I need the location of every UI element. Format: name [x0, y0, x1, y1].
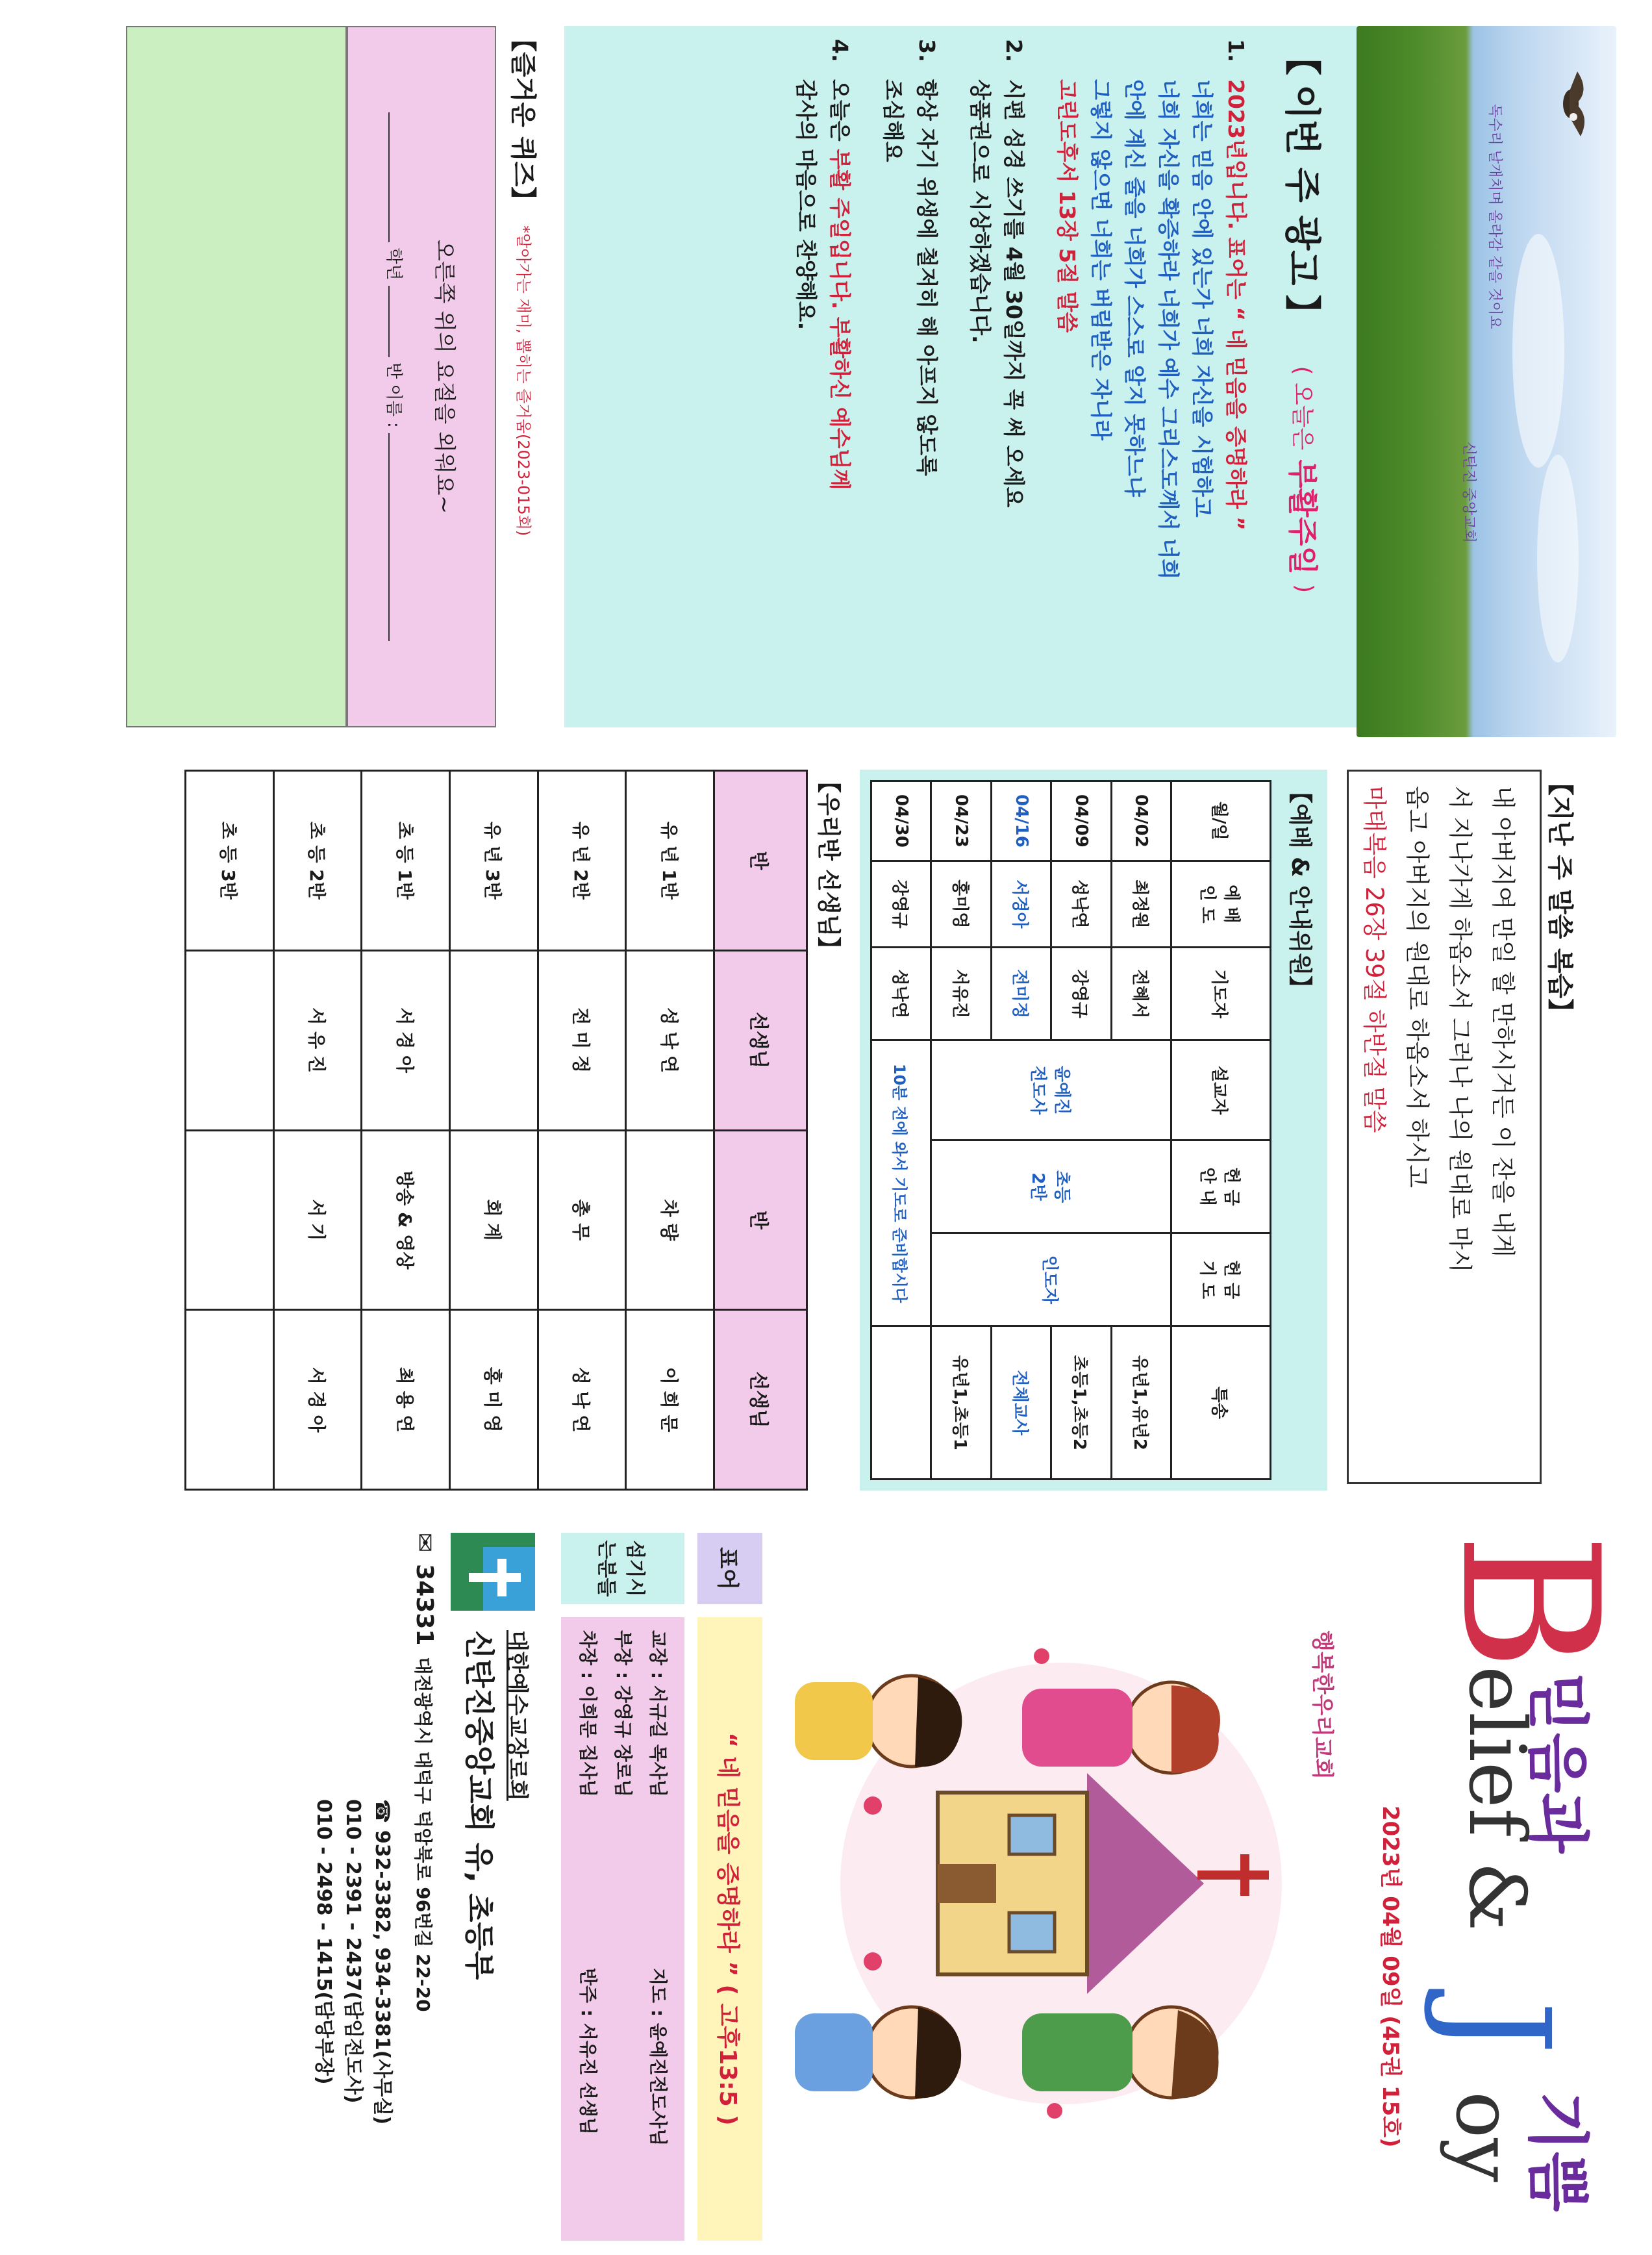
worship-cell: 전미정 — [991, 947, 1051, 1040]
worship-special-cell — [871, 1326, 931, 1480]
teachers-header-cell: 반 — [714, 1130, 807, 1310]
worship-cell: 04/02 — [1111, 781, 1171, 861]
ads-title: 이번 주 광고 — [1281, 84, 1323, 286]
ad-line — [997, 39, 1031, 727]
teachers-cell: 유 년 3반 — [450, 771, 538, 951]
worship-special-cell: 초등1,초등2 — [1051, 1326, 1111, 1480]
ad-line — [1151, 39, 1185, 727]
teachers-cell: 최 용 연 — [362, 1310, 450, 1490]
teachers-cell: 성 낙 연 — [626, 950, 714, 1130]
worship-cell: 전혜서 — [1111, 947, 1171, 1040]
title-kr-1: 믿음과 — [1521, 1672, 1594, 1854]
worship-header-cell: 헌 금 안 내 — [1171, 1140, 1271, 1233]
ad-text — [1151, 79, 1185, 579]
ad-line — [963, 39, 997, 727]
quiz-name-blank[interactable] — [388, 433, 390, 641]
worship-notice: 10분 전에 와서 기도로 준비합시다 — [871, 1040, 931, 1326]
ad-text-span: 시편 성경 쓰기를 4월 30일까지 꼭 써 오세요 — [1001, 79, 1027, 508]
staff-label: 섬기시는분들 — [561, 1533, 684, 1604]
teachers-title: 【우리반 선생님】 — [815, 770, 842, 961]
ads-panel — [0, 0, 1652, 740]
ad-text — [997, 79, 1031, 507]
teachers-header-cell: 반 — [714, 771, 807, 951]
ad-text — [1050, 79, 1084, 333]
worship-merged-cell: 인도자 — [931, 1233, 1171, 1326]
worship-cell: 성낙연 — [1051, 861, 1111, 947]
ads-box — [564, 26, 1357, 727]
ads-title-row — [1253, 39, 1357, 727]
teachers-cell: 총 무 — [538, 1130, 626, 1310]
teachers-cell: 서 경 아 — [273, 1310, 362, 1490]
ad-number: 2. — [1001, 39, 1027, 62]
teachers-cell: 성 낙 연 — [538, 1310, 626, 1490]
worship-special-cell: 유년1,유년2 — [1111, 1326, 1171, 1480]
worship-special-cell: 전체교사 — [991, 1326, 1051, 1480]
quiz-class-blank[interactable] — [388, 286, 390, 357]
quiz-grade-blank[interactable] — [388, 112, 390, 242]
teachers-cell: 방송 & 영상 — [362, 1130, 450, 1310]
teachers-cell: 초 등 1반 — [362, 771, 450, 951]
church-art-label: 행복한우리교회 — [1309, 1630, 1335, 1780]
motto-label: 표어 — [697, 1533, 762, 1604]
ad-number — [1050, 39, 1084, 73]
ad-number — [876, 39, 910, 73]
worship-cell: 서경아 — [991, 861, 1051, 947]
teachers-row — [626, 771, 714, 1490]
title-big-j: J — [1420, 2000, 1579, 2056]
teachers-header-cell: 선생님 — [714, 950, 807, 1130]
title-rest-1: elief & — [1451, 1666, 1542, 1932]
teachers-cell — [186, 950, 274, 1130]
review-line: 옵고 아버지의 원대로 하옵소서 하시고 — [1403, 786, 1431, 1188]
ad-number — [789, 39, 823, 73]
quiz-question: 오른쪽 위의 요절을 외워요~ — [431, 239, 457, 514]
worship-cell: 서유진 — [931, 947, 991, 1040]
worship-header-row — [1171, 781, 1271, 1480]
ad-text — [823, 79, 857, 490]
ad-item — [963, 39, 1031, 727]
teachers-cell: 초 등 3반 — [186, 771, 274, 951]
ad-line — [823, 39, 857, 727]
postal-code: 34331 — [411, 1564, 438, 1646]
worship-box — [860, 770, 1327, 1491]
teachers-header-cell: 선생님 — [714, 1310, 807, 1490]
org-dept: 신탄진중앙교회 유, 초등부 — [462, 1630, 497, 1980]
ad-text-span: 조심해요 — [881, 79, 906, 162]
address-row — [411, 1533, 438, 2247]
ad-line — [789, 39, 823, 727]
worship-cell: 성낙연 — [871, 947, 931, 1040]
worship-cell: 최정원 — [1111, 861, 1171, 947]
teachers-cell: 이 희 문 — [626, 1310, 714, 1490]
ad-text-span: 그렇지 않으면 너희는 버림받은 자니라 — [1088, 79, 1114, 441]
photo-caption-church: 신탄진 중앙교회 — [1460, 442, 1477, 543]
staff-vice: 차장 : 이희문 집사님 — [577, 1630, 599, 1797]
ad-text — [1084, 79, 1118, 440]
teachers-row — [538, 771, 626, 1490]
ad-text — [1185, 79, 1219, 518]
ad-number — [1118, 39, 1151, 73]
review-ref: 마태복음 26장 39절 하반절 말씀 — [1360, 786, 1388, 1133]
teachers-row — [450, 771, 538, 1490]
worship-cell: 04/09 — [1051, 781, 1111, 861]
ad-item — [789, 39, 857, 727]
church-illustration — [782, 1559, 1366, 2208]
tel-pastor: 010 - 2391 - 2437(담임전도사) — [342, 1799, 364, 2104]
tel-head: 010 - 2498 - 1415(담당부장) — [312, 1799, 335, 2085]
ad-number: 1. — [1223, 39, 1249, 62]
worship-merged-cell: 초등 2반 — [931, 1140, 1171, 1233]
worship-title: 【예배 & 안내위원】 — [1286, 780, 1313, 1000]
teachers-cell: 회 계 — [450, 1130, 538, 1310]
ads-list — [789, 39, 1253, 727]
teachers-row — [362, 771, 450, 1490]
ad-line — [1084, 39, 1118, 727]
quiz-grade-label: 학년 — [384, 247, 403, 281]
photo-caption: 독수리 날개치며 올라감 같을 것이요 — [1486, 104, 1503, 329]
field-photo — [1357, 26, 1616, 737]
ad-text-span: 2023년입니다. 표어는 — [1223, 79, 1249, 307]
ad-text-span: 부활 주일입니다. 부활하신 예수님께 — [827, 149, 853, 490]
teachers-row — [273, 771, 362, 1490]
review-line: 서 지나가게 하옵소서 그러나 나의 원대로 마시 — [1446, 786, 1474, 1273]
ad-text-span: 오늘은 — [827, 79, 853, 149]
teachers-box — [184, 770, 808, 1491]
ad-text — [876, 79, 910, 162]
ad-number: 3. — [914, 39, 940, 62]
teachers-row — [186, 771, 274, 1490]
review-line: 내 아버지여 만일 할 만하시거든 이 잔을 내게 — [1489, 786, 1517, 1257]
worship-header-cell: 기도자 — [1171, 947, 1271, 1040]
teachers-cell: 서 유 진 — [273, 950, 362, 1130]
worship-row — [871, 781, 931, 1480]
ad-line — [910, 39, 944, 727]
quiz-name-line — [383, 27, 407, 726]
ad-number — [1151, 39, 1185, 73]
ad-line — [1050, 39, 1084, 727]
staff-principal: 교장 : 서규길 목사님 — [647, 1630, 669, 1797]
ad-text — [789, 79, 823, 330]
teachers-cell — [450, 950, 538, 1130]
ad-number — [1185, 39, 1219, 73]
title-big-b: B — [1420, 1533, 1638, 1672]
ad-item — [1050, 39, 1253, 727]
ad-line — [1185, 39, 1219, 727]
ad-text — [963, 79, 997, 344]
teachers-header-row — [714, 771, 807, 1490]
worship-header-cell: 예 배 인 도 — [1171, 861, 1271, 947]
worship-table — [870, 780, 1271, 1480]
staff-guide: 지도 : 윤예진전도사님 — [647, 1968, 669, 2147]
ad-text-span: 감사의 마음으로 찬양해요. — [794, 79, 819, 331]
teachers-cell: 유 년 1반 — [626, 771, 714, 951]
ads-subtitle: ( 오늘은 — [1289, 366, 1316, 451]
worship-cell: 강영규 — [871, 861, 931, 947]
org-name: 대한예수교장로회 — [504, 1630, 530, 1801]
teachers-cell: 서 경 아 — [362, 950, 450, 1130]
staff-head: 부장 : 강영규 장로님 — [612, 1630, 634, 1797]
mail-icon: ✉ — [411, 1533, 438, 1553]
worship-header-cell: 특송 — [1171, 1326, 1271, 1480]
ad-text-span: 너희는 믿음 안에 있는가 너희 자신을 시험하고 — [1190, 79, 1215, 518]
worship-header-cell: 헌 금 기 도 — [1171, 1233, 1271, 1326]
worship-merged-cell: 윤예진 전도사 — [931, 1040, 1171, 1140]
worship-cell: 04/16 — [991, 781, 1051, 861]
review-box — [1347, 770, 1542, 1484]
motto-box — [697, 1617, 762, 2241]
worship-cell: 홍미영 — [931, 861, 991, 947]
ad-text — [1219, 79, 1253, 531]
worship-header-cell: 설교자 — [1171, 1040, 1271, 1140]
teachers-table — [184, 770, 808, 1491]
worship-special-cell: 유년1,초등1 — [931, 1326, 991, 1480]
worship-row — [1111, 781, 1171, 1480]
worship-cell: 04/30 — [871, 781, 931, 861]
ads-subtitle-highlight: 부활주일 — [1285, 459, 1320, 575]
issue-date: 2023년 04월 09일 (45권 15호) — [1377, 1806, 1403, 2148]
ad-line — [876, 39, 910, 727]
ad-text-span: 고린도후서 13장 5절 말씀 — [1055, 79, 1080, 333]
staff-box — [561, 1617, 684, 2241]
ads-title-bracket: 【 — [1281, 39, 1323, 75]
church-logo-icon — [451, 1533, 535, 1611]
ad-number — [963, 39, 997, 73]
ad-line — [1219, 39, 1253, 727]
quiz-question-box — [347, 26, 496, 727]
address: 대전광역시 대덕구 덕암북로 96번길 22-20 — [412, 1657, 434, 2012]
teachers-cell — [186, 1310, 274, 1490]
tel-office: ☎ 932-3382, 934-3381(사무실) — [371, 1799, 394, 2125]
title-kr-2: 기쁨 — [1521, 2091, 1594, 2212]
ad-item — [876, 39, 944, 727]
ad-text-span: 상품권으로 시상하겠습니다. — [968, 79, 993, 344]
teachers-cell: 서 기 — [273, 1130, 362, 1310]
quiz-title: 【즐거운 퀴즈】 — [508, 26, 538, 213]
review-title: 【지난 주 말씀 복습】 — [1545, 770, 1575, 1025]
worship-cell: 강영규 — [1051, 947, 1111, 1040]
middle-panel — [0, 757, 1652, 1507]
teachers-cell: 초 등 2반 — [273, 771, 362, 951]
motto-text: “ 네 믿음을 증명하라 ” ( 고후13:5 ) — [714, 1732, 742, 2126]
worship-cell: 04/23 — [931, 781, 991, 861]
quiz-note: *알아가는 재미, 뽑히는 즐거움(2023-015회) — [514, 225, 533, 536]
ad-number: 4. — [827, 39, 853, 62]
teachers-cell: 유 년 2반 — [538, 771, 626, 951]
ads-subtitle-close: ) — [1291, 584, 1318, 594]
teachers-cell: 전 미 정 — [538, 950, 626, 1130]
ad-text — [1118, 79, 1151, 497]
quiz-title-row — [496, 26, 555, 727]
ad-text-span: 항상 자기 위생에 철저히 해 아프지 않도록 — [914, 79, 940, 476]
ad-text-span: 안에 계신 줄을 너희가 스스로 알지 못하느냐 — [1122, 79, 1147, 497]
teachers-cell: 홍 미 영 — [450, 1310, 538, 1490]
ad-text — [910, 79, 944, 476]
ad-line — [1118, 39, 1151, 727]
cover-title — [1412, 1533, 1638, 2247]
worship-header-cell: 월/일 — [1171, 781, 1271, 861]
title-rest-2: oy — [1438, 2091, 1529, 2183]
cover-panel — [0, 1520, 1652, 2255]
teachers-cell: 차 량 — [626, 1130, 714, 1310]
church-kids-icon — [782, 1559, 1366, 2208]
teachers-cell — [186, 1130, 274, 1310]
ads-title-bracket: 】 — [1281, 294, 1323, 331]
ad-number — [1084, 39, 1118, 73]
quiz-class-label: 반 이름 : — [384, 362, 403, 428]
staff-accompanist: 반주 : 서유진 선생님 — [577, 1968, 599, 2135]
ad-text-span: “ 네 믿음을 증명하라 ” — [1223, 307, 1249, 531]
quiz-answer-box[interactable] — [126, 26, 347, 727]
ad-text-span: 너희 자신을 확증하라 너희가 예수 그리스도께서 너희 — [1156, 79, 1181, 580]
